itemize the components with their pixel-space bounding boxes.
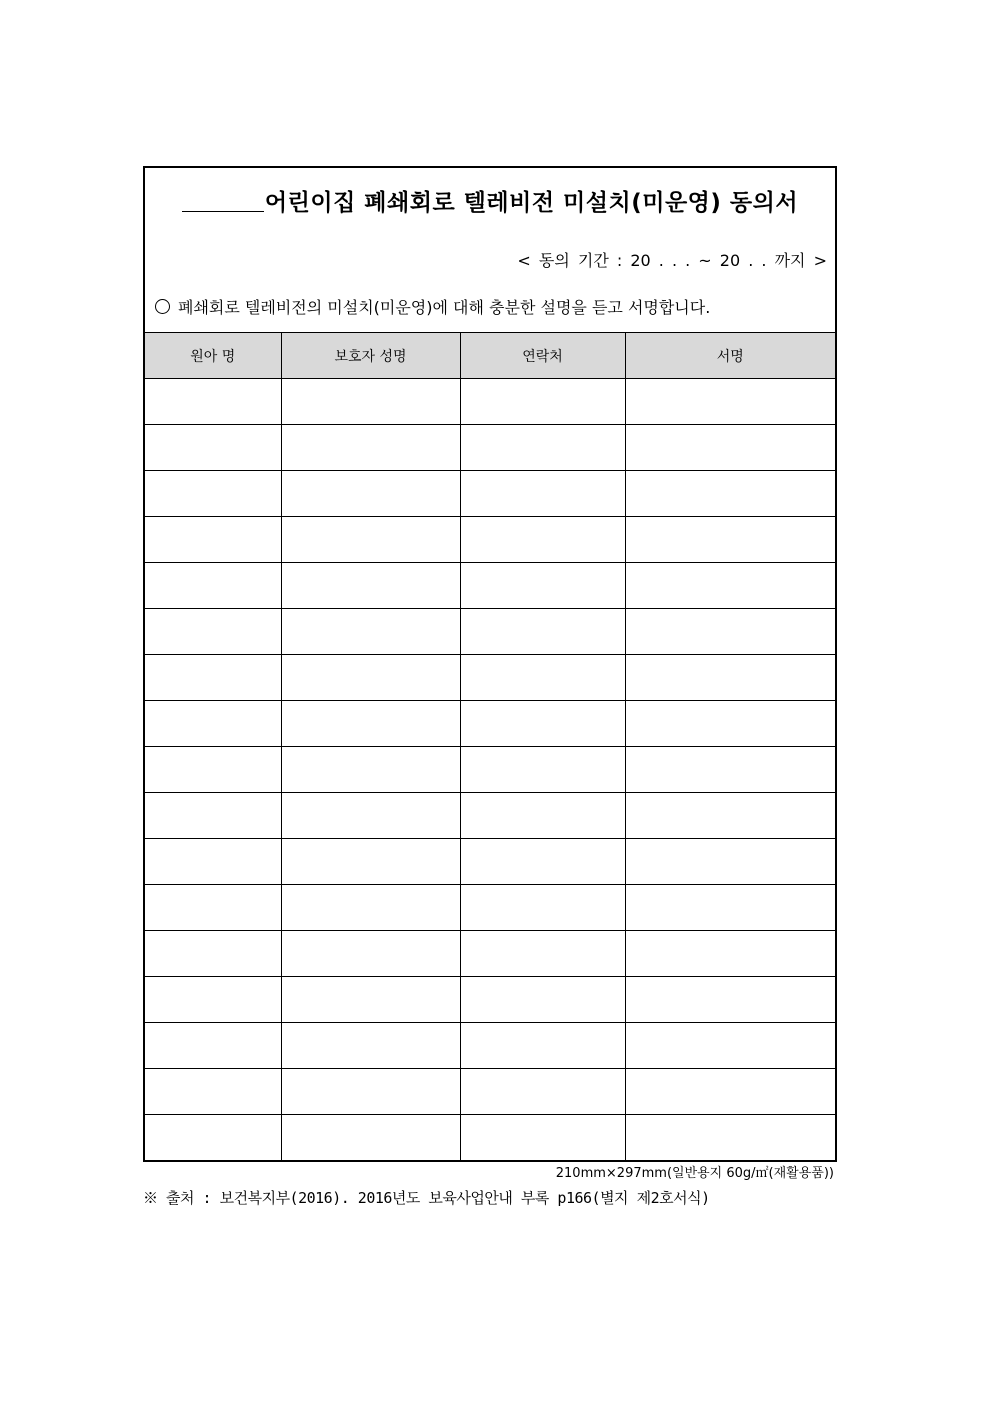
source-note: ※ 출처 : 보건복지부(2016). 2016년도 보육사업안내 부록 p166(별지 제2호서식) — [143, 1189, 710, 1207]
contact-cell[interactable] — [460, 1115, 625, 1161]
guardian-name-cell[interactable] — [281, 793, 460, 839]
guardian-name-cell[interactable] — [281, 1023, 460, 1069]
circle-bullet-icon — [155, 299, 170, 314]
guardian-name-cell[interactable] — [281, 747, 460, 793]
child-name-cell[interactable] — [145, 609, 281, 655]
contact-cell[interactable] — [460, 793, 625, 839]
child-name-cell[interactable] — [145, 885, 281, 931]
contact-cell[interactable] — [460, 1069, 625, 1115]
daycare-name-blank[interactable] — [182, 189, 264, 212]
guardian-name-cell[interactable] — [281, 701, 460, 747]
signature-cell[interactable] — [625, 425, 835, 471]
child-name-cell[interactable] — [145, 1069, 281, 1115]
form-header — [145, 168, 835, 332]
consent-statement-text: 폐쇄회로 텔레비전의 미설치(미운영)에 대해 충분한 설명을 듣고 서명합니다. — [178, 298, 711, 317]
signature-cell[interactable] — [625, 655, 835, 701]
child-name-cell[interactable] — [145, 747, 281, 793]
signature-cell[interactable] — [625, 931, 835, 977]
table-row — [145, 517, 835, 563]
child-name-cell[interactable] — [145, 977, 281, 1023]
contact-cell[interactable] — [460, 517, 625, 563]
child-name-cell[interactable] — [145, 793, 281, 839]
guardian-name-cell[interactable] — [281, 563, 460, 609]
table-body — [145, 379, 835, 1161]
contact-cell[interactable] — [460, 1023, 625, 1069]
consent-period: < 동의 기간 : 20 . . . ~ 20 . . 까지 > — [517, 251, 827, 270]
table-row — [145, 977, 835, 1023]
child-name-cell[interactable] — [145, 655, 281, 701]
table-row — [145, 609, 835, 655]
table-row — [145, 747, 835, 793]
consent-form — [143, 166, 837, 1162]
child-name-cell[interactable] — [145, 379, 281, 425]
signature-cell[interactable] — [625, 839, 835, 885]
guardian-name-cell[interactable] — [281, 839, 460, 885]
child-name-cell[interactable] — [145, 425, 281, 471]
paper-spec: 210mm×297mm(일반용지 60g/㎡(재활용품)) — [555, 1166, 834, 1181]
child-name-cell[interactable] — [145, 563, 281, 609]
signature-cell[interactable] — [625, 977, 835, 1023]
signature-cell[interactable] — [625, 747, 835, 793]
guardian-name-cell[interactable] — [281, 517, 460, 563]
table-row — [145, 379, 835, 425]
table-row — [145, 563, 835, 609]
child-name-cell[interactable] — [145, 701, 281, 747]
column-header-child-name: 원아 명 — [145, 333, 281, 379]
signature-cell[interactable] — [625, 701, 835, 747]
signature-cell[interactable] — [625, 793, 835, 839]
guardian-name-cell[interactable] — [281, 1115, 460, 1161]
guardian-name-cell[interactable] — [281, 885, 460, 931]
signature-cell[interactable] — [625, 517, 835, 563]
contact-cell[interactable] — [460, 747, 625, 793]
consent-statement — [155, 295, 710, 318]
form-title — [145, 184, 835, 217]
contact-cell[interactable] — [460, 563, 625, 609]
signature-cell[interactable] — [625, 471, 835, 517]
guardian-name-cell[interactable] — [281, 1069, 460, 1115]
signature-cell[interactable] — [625, 885, 835, 931]
guardian-name-cell[interactable] — [281, 931, 460, 977]
table-row — [145, 701, 835, 747]
table-row — [145, 1115, 835, 1161]
table-header-row — [145, 333, 835, 379]
signature-cell[interactable] — [625, 563, 835, 609]
contact-cell[interactable] — [460, 655, 625, 701]
signature-cell[interactable] — [625, 1069, 835, 1115]
contact-cell[interactable] — [460, 839, 625, 885]
guardian-name-cell[interactable] — [281, 977, 460, 1023]
child-name-cell[interactable] — [145, 931, 281, 977]
table-row — [145, 425, 835, 471]
table-row — [145, 1023, 835, 1069]
table-row — [145, 931, 835, 977]
guardian-name-cell[interactable] — [281, 471, 460, 517]
contact-cell[interactable] — [460, 931, 625, 977]
child-name-cell[interactable] — [145, 517, 281, 563]
signature-cell[interactable] — [625, 1115, 835, 1161]
signature-cell[interactable] — [625, 379, 835, 425]
signature-table — [145, 332, 835, 1160]
contact-cell[interactable] — [460, 379, 625, 425]
column-header-signature: 서명 — [625, 333, 835, 379]
signature-cell[interactable] — [625, 1023, 835, 1069]
child-name-cell[interactable] — [145, 1115, 281, 1161]
table-row — [145, 655, 835, 701]
table-row — [145, 793, 835, 839]
contact-cell[interactable] — [460, 609, 625, 655]
table-row — [145, 1069, 835, 1115]
child-name-cell[interactable] — [145, 839, 281, 885]
column-header-guardian-name: 보호자 성명 — [281, 333, 460, 379]
child-name-cell[interactable] — [145, 471, 281, 517]
column-header-contact: 연락처 — [460, 333, 625, 379]
form-title-text: 어린이집 폐쇄회로 텔레비전 미설치(미운영) 동의서 — [264, 190, 799, 216]
child-name-cell[interactable] — [145, 1023, 281, 1069]
guardian-name-cell[interactable] — [281, 655, 460, 701]
contact-cell[interactable] — [460, 885, 625, 931]
signature-cell[interactable] — [625, 609, 835, 655]
contact-cell[interactable] — [460, 425, 625, 471]
contact-cell[interactable] — [460, 471, 625, 517]
guardian-name-cell[interactable] — [281, 379, 460, 425]
table-row — [145, 885, 835, 931]
contact-cell[interactable] — [460, 977, 625, 1023]
guardian-name-cell[interactable] — [281, 609, 460, 655]
contact-cell[interactable] — [460, 701, 625, 747]
table-row — [145, 839, 835, 885]
table-row — [145, 471, 835, 517]
guardian-name-cell[interactable] — [281, 425, 460, 471]
